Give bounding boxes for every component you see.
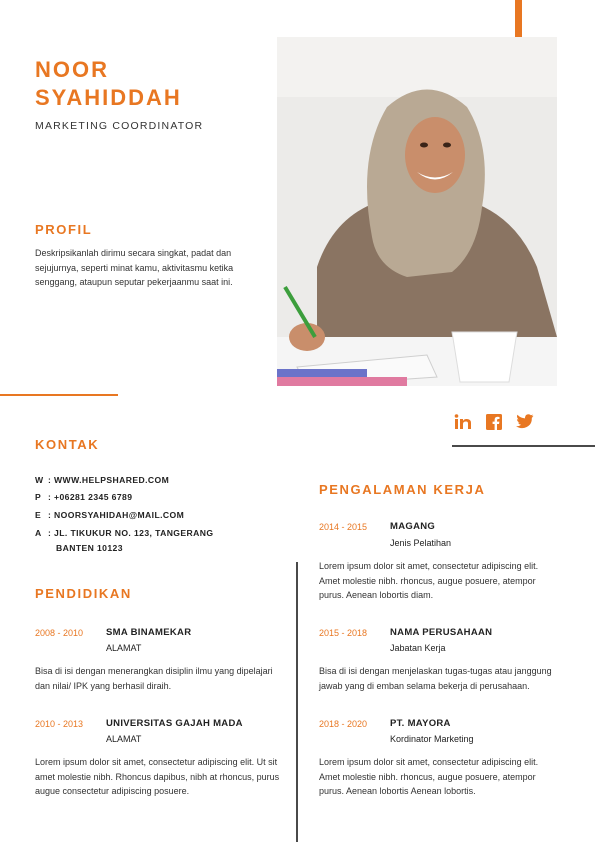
- experience-company: MAGANG: [390, 521, 436, 532]
- education-address: ALAMAT: [106, 643, 142, 653]
- social-icons: [454, 414, 534, 435]
- linkedin-icon[interactable]: [454, 414, 472, 435]
- experience-position: Kordinator Marketing: [390, 734, 474, 744]
- experience-years: 2015 - 2018: [319, 628, 368, 638]
- education-description: Lorem ipsum dolor sit amet, consectetur adipiscing elit. Ut sit amet molestie nibh. Rhoncus dapibus, nibh at rhoncus, purus augue consectetur adipiscing posuere.: [35, 757, 280, 796]
- experience-company: NAMA PERUSAHAAN: [390, 627, 493, 638]
- contact-key: W: [35, 475, 44, 485]
- last-name: SYAHIDDAH: [35, 85, 182, 110]
- email-value[interactable]: : NOORSYAHIDAH@MAIL.COM: [48, 510, 185, 520]
- website-value[interactable]: : WWW.HELPSHARED.COM: [48, 475, 170, 485]
- experience-years: 2014 - 2015: [319, 522, 368, 532]
- education-school: SMA BINAMEKAR: [106, 627, 192, 638]
- profile-text: Deskripsikanlah dirimu secara singkat, padat dan sejujurnya, seperti minat kamu, aktivitasmu ketika senggang, ataupun seputar pekerjaanmu saat ini.: [35, 248, 234, 287]
- experience-heading: PENGALAMAN KERJA: [319, 482, 486, 497]
- address-value: : JL. TIKUKUR NO. 123, TANGERANG: [48, 528, 214, 538]
- education-address: ALAMAT: [106, 734, 142, 744]
- right-divider-line: [452, 445, 595, 447]
- education-school: UNIVERSITAS GAJAH MADA: [106, 718, 243, 729]
- experience-position: Jabatan Kerja: [390, 643, 446, 653]
- contact-key: A: [35, 528, 42, 538]
- profile-photo: [277, 37, 557, 386]
- facebook-icon[interactable]: [486, 414, 502, 435]
- profile-heading: PROFIL: [35, 222, 93, 237]
- experience-years: 2018 - 2020: [319, 719, 368, 729]
- education-description: Bisa di isi dengan menerangkan disiplin ilmu yang dipelajari dan nilai/ IPK yang berhasil diraih.: [35, 666, 273, 691]
- person-name: [35, 56, 182, 112]
- contact-website: [35, 475, 169, 485]
- contact-address-line2: BANTEN 10123: [56, 543, 123, 553]
- phone-value[interactable]: : +06281 2345 6789: [48, 492, 133, 502]
- contact-phone: [35, 492, 132, 502]
- contact-email: [35, 510, 184, 520]
- job-title: MARKETING COORDINATOR: [35, 120, 204, 132]
- contact-key: E: [35, 510, 42, 520]
- left-accent-line: [0, 394, 118, 396]
- contact-address: [35, 528, 213, 538]
- experience-company: PT. MAYORA: [390, 718, 451, 729]
- vertical-divider-line: [296, 562, 298, 842]
- education-heading: PENDIDIKAN: [35, 586, 132, 601]
- contact-key: P: [35, 492, 42, 502]
- twitter-icon[interactable]: [516, 414, 534, 435]
- experience-description: Lorem ipsum dolor sit amet, consectetur adipiscing elit. Amet molestie nibh. rhoncus, augue posuere, atempor purus. Aenean lobortis diam.: [319, 561, 539, 600]
- education-years: 2008 - 2010: [35, 628, 84, 638]
- experience-description: Bisa di isi dengan menjelaskan tugas-tugas atau janggung jawab yang di emban selama bekerja di perusahaan.: [319, 666, 552, 691]
- education-years: 2010 - 2013: [35, 719, 84, 729]
- experience-position: Jenis Pelatihan: [390, 538, 452, 548]
- contact-heading: KONTAK: [35, 437, 100, 452]
- experience-description: Lorem ipsum dolor sit amet, consectetur adipiscing elit. Amet molestie nibh. rhoncus, augue posuere, atempor purus. Aenean lobortis Aenean lobortis.: [319, 757, 539, 796]
- first-name: NOOR: [35, 57, 109, 82]
